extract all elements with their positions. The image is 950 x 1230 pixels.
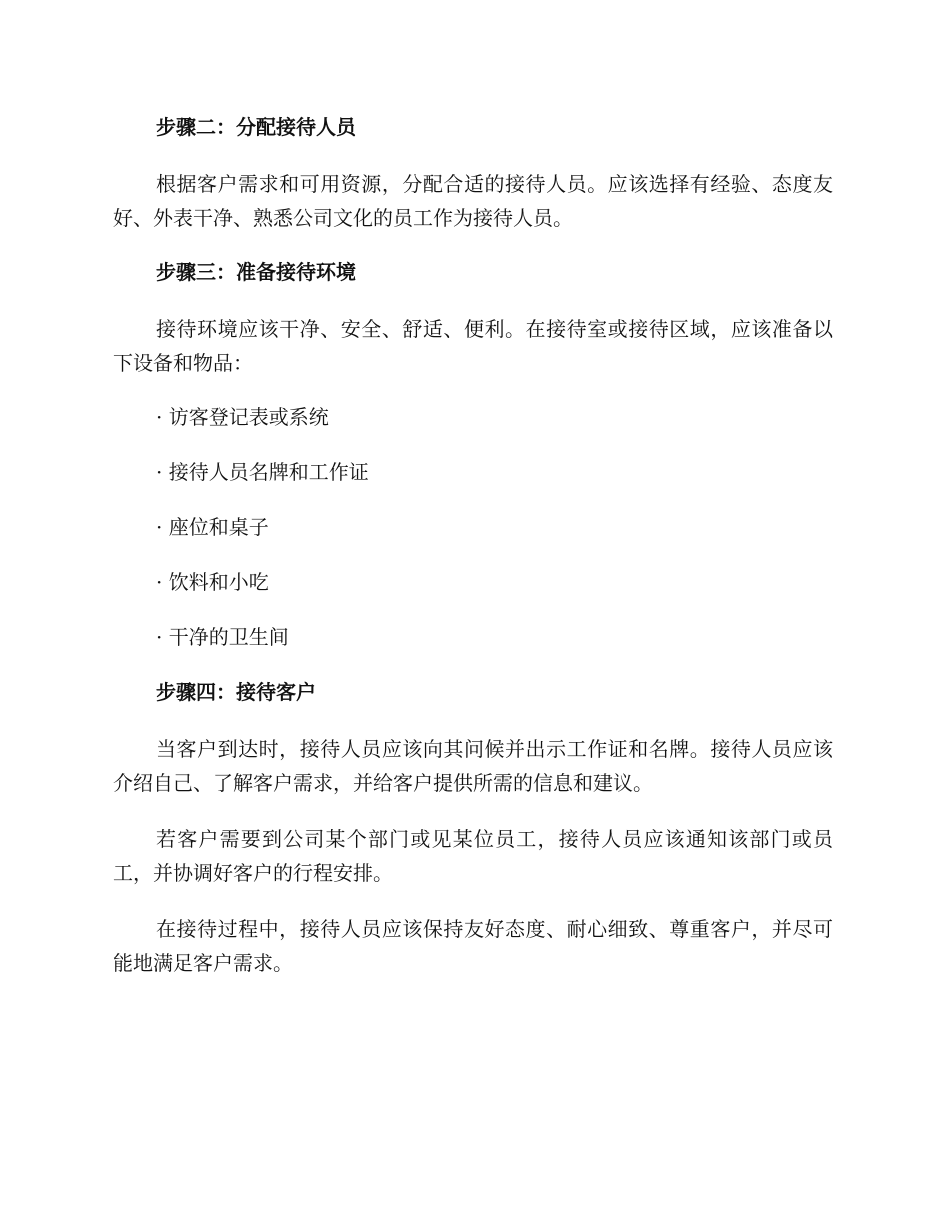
document-body — [113, 112, 833, 1002]
step4-paragraph: 在接待过程中，接待人员应该保持友好态度、耐心细致、尊重客户，并尽可能地满足客户需求。 — [113, 917, 833, 975]
list-item: · 接待人员名牌和工作证 — [156, 460, 369, 484]
step2-heading: 步骤二：分配接待人员 — [156, 115, 356, 139]
step4-paragraph: 若客户需要到公司某个部门或见某位员工，接待人员应该通知该部门或员工，并协调好客户的行程安排。 — [113, 827, 833, 885]
list-item: · 访客登记表或系统 — [156, 405, 329, 429]
step2-paragraph: 根据客户需求和可用资源，分配合适的接待人员。应该选择有经验、态度友好、外表干净、熟悉公司文化的员工作为接待人员。 — [113, 172, 833, 230]
step3-heading: 步骤三：准备接待环境 — [156, 260, 356, 284]
step4-heading: 步骤四：接待客户 — [156, 680, 316, 704]
list-item: · 干净的卫生间 — [156, 625, 289, 649]
list-item: · 座位和桌子 — [156, 515, 269, 539]
step4-paragraph: 当客户到达时，接待人员应该向其问候并出示工作证和名牌。接待人员应该介绍自己、了解客户需求，并给客户提供所需的信息和建议。 — [113, 737, 833, 795]
step3-paragraph: 接待环境应该干净、安全、舒适、便利。在接待室或接待区域，应该准备以下设备和物品： — [113, 317, 833, 375]
list-item: · 饮料和小吃 — [156, 570, 269, 594]
